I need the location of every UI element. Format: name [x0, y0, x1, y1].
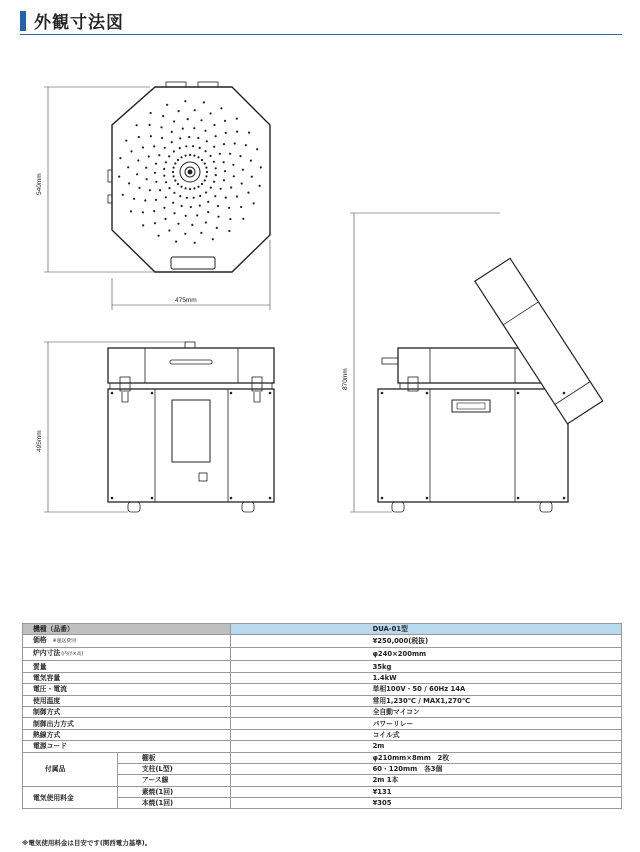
vent-hole [209, 155, 211, 157]
vent-hole [225, 197, 227, 199]
vent-hole [144, 199, 146, 201]
electricity-item-value: ¥131 [230, 786, 621, 797]
vent-hole [206, 140, 208, 142]
vent-hole [201, 159, 203, 161]
vent-hole [193, 155, 195, 157]
vent-hole [119, 157, 121, 159]
row-value: 単相100V・50 / 60Hz 14A [230, 684, 621, 695]
accessory-label: 支柱(L型) [117, 763, 230, 774]
vent-hole [210, 112, 212, 114]
vent-hole [185, 145, 187, 147]
accessory-label: アース線 [117, 775, 230, 786]
vent-hole [205, 191, 207, 193]
vent-hole [155, 181, 157, 183]
vent-hole [184, 100, 186, 102]
table-row [23, 786, 622, 797]
row-label: 質量 [23, 661, 231, 672]
vent-hole [251, 176, 253, 178]
table-row [23, 684, 622, 695]
vent-hole [182, 128, 184, 130]
vent-hole [161, 137, 163, 139]
vent-hole [240, 206, 242, 208]
vent-hole [164, 218, 166, 220]
vent-hole [223, 179, 225, 181]
vent-hole [127, 166, 129, 168]
vent-hole [179, 195, 181, 197]
vent-hole [173, 120, 175, 122]
vent-hole [200, 119, 202, 121]
vent-hole [178, 110, 180, 112]
vent-hole [171, 141, 173, 143]
vent-hole [173, 150, 175, 152]
vent-hole [229, 153, 231, 155]
vent-hole [215, 135, 217, 137]
spec-table [22, 623, 622, 809]
footnote: ※電気使用料金は目安です(関西電力基準)。 [22, 839, 152, 847]
row-note: ※運送費別 [52, 639, 76, 645]
vent-hole [199, 205, 201, 207]
accessory-value: 2m 1本 [230, 775, 621, 786]
vent-hole [145, 167, 147, 169]
table-row [23, 729, 622, 740]
vent-hole [172, 171, 174, 173]
vent-hole [125, 140, 127, 142]
header-value: DUA-01型 [230, 624, 621, 635]
vent-hole [213, 124, 215, 126]
vent-hole [118, 176, 120, 178]
vent-hole [189, 154, 191, 156]
vent-hole [207, 201, 209, 203]
row-label: 電圧・電流 [23, 684, 231, 695]
vent-hole [201, 183, 203, 185]
vent-hole [241, 182, 243, 184]
row-label [23, 648, 231, 661]
vent-hole [204, 130, 206, 132]
vent-hole [193, 127, 195, 129]
electricity-item-label: 素焼(1回) [117, 786, 230, 797]
vent-hole [150, 135, 152, 137]
vent-hole [260, 166, 262, 168]
vent-hole [239, 155, 241, 157]
vent-hole [149, 189, 151, 191]
vent-hole [122, 194, 124, 196]
vent-hole [136, 173, 138, 175]
vent-hole [184, 233, 186, 235]
vent-hole [236, 118, 238, 120]
row-note: (内径×高) [61, 652, 84, 658]
vent-hole [196, 214, 198, 216]
vent-hole [197, 137, 199, 139]
vent-hole [236, 131, 238, 133]
vent-hole [215, 167, 217, 169]
vent-hole [220, 188, 222, 190]
vent-hole [250, 160, 252, 162]
vent-hole [136, 124, 138, 126]
vent-hole [158, 154, 160, 156]
vent-hole [164, 147, 166, 149]
top-view-drawing [108, 82, 270, 272]
row-label: 制御出力方式 [23, 718, 231, 729]
vent-hole [130, 150, 132, 152]
vent-hole [189, 188, 191, 190]
front-view-height-label: 495mm [36, 430, 43, 452]
table-row [23, 672, 622, 683]
vent-hole [133, 198, 135, 200]
vent-hole [159, 189, 161, 191]
vent-hole [192, 145, 194, 147]
vent-hole [185, 215, 187, 217]
vent-hole [199, 147, 201, 149]
vent-hole [148, 155, 150, 157]
table-header-row [23, 624, 622, 635]
vent-hole [228, 207, 230, 209]
side-view-drawing [378, 258, 603, 512]
vent-hole [173, 212, 175, 214]
vent-hole [205, 150, 207, 152]
vent-hole [228, 230, 230, 232]
vent-hole [177, 159, 179, 161]
row-label [23, 635, 231, 648]
vent-hole [168, 187, 170, 189]
vent-hole [219, 153, 221, 155]
top-view-width-label: 475mm [175, 297, 197, 304]
vent-hole [245, 144, 247, 146]
vent-hole [166, 104, 168, 106]
table-row [23, 752, 622, 763]
vent-hole [186, 197, 188, 199]
top-view-height-label: 540mm [36, 173, 43, 195]
vent-hole [187, 118, 189, 120]
vent-hole [194, 109, 196, 111]
vent-hole [205, 175, 207, 177]
vent-hole [212, 238, 214, 240]
vent-hole [193, 197, 195, 199]
row-value: パワーリレー [230, 718, 621, 729]
vent-hole [204, 179, 206, 181]
vent-hole [233, 175, 235, 177]
vent-hole [130, 210, 132, 212]
vent-hole [154, 172, 156, 174]
row-label: 熱線方式 [23, 729, 231, 740]
vent-hole [154, 222, 156, 224]
row-value: コイル式 [230, 729, 621, 740]
vent-hole [185, 187, 187, 189]
vent-hole [175, 241, 177, 243]
vent-hole [247, 192, 249, 194]
vent-hole [181, 205, 183, 207]
electricity-item-value: ¥305 [230, 798, 621, 809]
vent-hole [158, 235, 160, 237]
vent-hole [197, 156, 199, 158]
vent-hole [213, 146, 215, 148]
vent-hole [206, 171, 208, 173]
vent-hole [142, 224, 144, 226]
vent-hole [155, 199, 157, 201]
accessory-label: 棚板 [117, 752, 230, 763]
vent-hole [203, 101, 205, 103]
vent-hole [179, 147, 181, 149]
vent-hole [177, 223, 179, 225]
vent-hole [146, 178, 148, 180]
vent-hole [153, 210, 155, 212]
vent-hole [242, 218, 244, 220]
vent-hole [174, 179, 176, 181]
vent-hole [142, 211, 144, 213]
vent-hole [163, 168, 165, 170]
vent-hole [210, 187, 212, 189]
page-title: 外観寸法図 [34, 13, 124, 33]
vent-hole [174, 162, 176, 164]
front-view-drawing [108, 342, 274, 512]
vent-hole [190, 206, 192, 208]
vent-hole [259, 185, 261, 187]
vent-hole [193, 187, 195, 189]
vent-hole [165, 161, 167, 163]
vent-hole [138, 187, 140, 189]
vent-hole [172, 202, 174, 204]
vent-hole [128, 182, 130, 184]
vent-hole [234, 142, 236, 144]
vent-hole [155, 163, 157, 165]
row-value: 35kg [230, 661, 621, 672]
vent-hole [225, 132, 227, 134]
vent-hole [177, 183, 179, 185]
vent-hole [213, 181, 215, 183]
table-row [23, 706, 622, 717]
vent-hole [197, 186, 199, 188]
table-row [23, 661, 622, 672]
vent-hole [173, 175, 175, 177]
vent-hole [168, 229, 170, 231]
row-value: 全自動マイコン [230, 706, 621, 717]
vent-hole [142, 146, 144, 148]
row-label: 電気容量 [23, 672, 231, 683]
vent-hole [207, 211, 209, 213]
vent-hole [204, 162, 206, 164]
row-label: 制御方式 [23, 706, 231, 717]
vent-hole [223, 161, 225, 163]
row-label-text: 価格 [33, 636, 47, 645]
vent-hole [242, 169, 244, 171]
vent-hole [188, 136, 190, 138]
vent-hole [220, 107, 222, 109]
vent-hole [171, 131, 173, 133]
vent-hole [137, 159, 139, 161]
accessory-value: 60・120mm 各3個 [230, 763, 621, 774]
vent-hole [214, 195, 216, 197]
accessories-label: 付属品 [23, 752, 118, 786]
vent-hole [160, 126, 162, 128]
vent-hole [138, 136, 140, 138]
vent-hole [215, 174, 217, 176]
row-value: 常用1,230℃ / MAX1,270℃ [230, 695, 621, 706]
table-row [23, 718, 622, 729]
vent-hole [253, 202, 255, 204]
vent-hole [213, 161, 215, 163]
vent-hole [217, 205, 219, 207]
vent-hole [248, 132, 250, 134]
row-value: ¥250,000(税抜) [230, 635, 621, 648]
vent-hole [165, 181, 167, 183]
vent-hole [230, 186, 232, 188]
vent-hole [194, 242, 196, 244]
row-value: 2m [230, 741, 621, 752]
vent-hole [165, 196, 167, 198]
accessory-value: φ210mm×8mm 2枚 [230, 752, 621, 763]
vent-hole [180, 156, 182, 158]
row-label: 使用温度 [23, 695, 231, 706]
row-label-text: 炉内寸法 [33, 649, 61, 658]
table-row [23, 695, 622, 706]
side-view-height-label: 870mm [342, 368, 349, 390]
vent-hole [200, 232, 202, 234]
vent-hole [179, 137, 181, 139]
vent-hole [229, 218, 231, 220]
vent-hole [216, 227, 218, 229]
vent-hole [256, 148, 258, 150]
vent-hole [217, 216, 219, 218]
vent-hole [224, 120, 226, 122]
vent-hole [236, 195, 238, 197]
row-value: 1.4kW [230, 672, 621, 683]
table-row [23, 648, 622, 661]
vent-hole [163, 207, 165, 209]
vent-hole [205, 167, 207, 169]
table-row [23, 741, 622, 752]
vent-hole [199, 195, 201, 197]
vent-hole [232, 164, 234, 166]
vent-hole [224, 170, 226, 172]
vent-hole [163, 175, 165, 177]
vent-hole [191, 224, 193, 226]
vent-hole [173, 167, 175, 169]
electricity-item-label: 本焼(1回) [117, 798, 230, 809]
vent-hole [153, 145, 155, 147]
vent-hole [173, 192, 175, 194]
vent-hole [149, 124, 151, 126]
vent-hole [185, 155, 187, 157]
row-label: 電源コード [23, 741, 231, 752]
vent-hole [168, 155, 170, 157]
vent-hole [150, 112, 152, 114]
vent-hole [205, 221, 207, 223]
header-label: 機種（品番） [23, 624, 231, 635]
row-value: φ240×200mm [230, 648, 621, 661]
vent-hole [180, 186, 182, 188]
vent-hole [162, 115, 164, 117]
electricity-label: 電気使用料金 [23, 786, 118, 809]
vent-hole [223, 143, 225, 145]
table-row [23, 635, 622, 648]
